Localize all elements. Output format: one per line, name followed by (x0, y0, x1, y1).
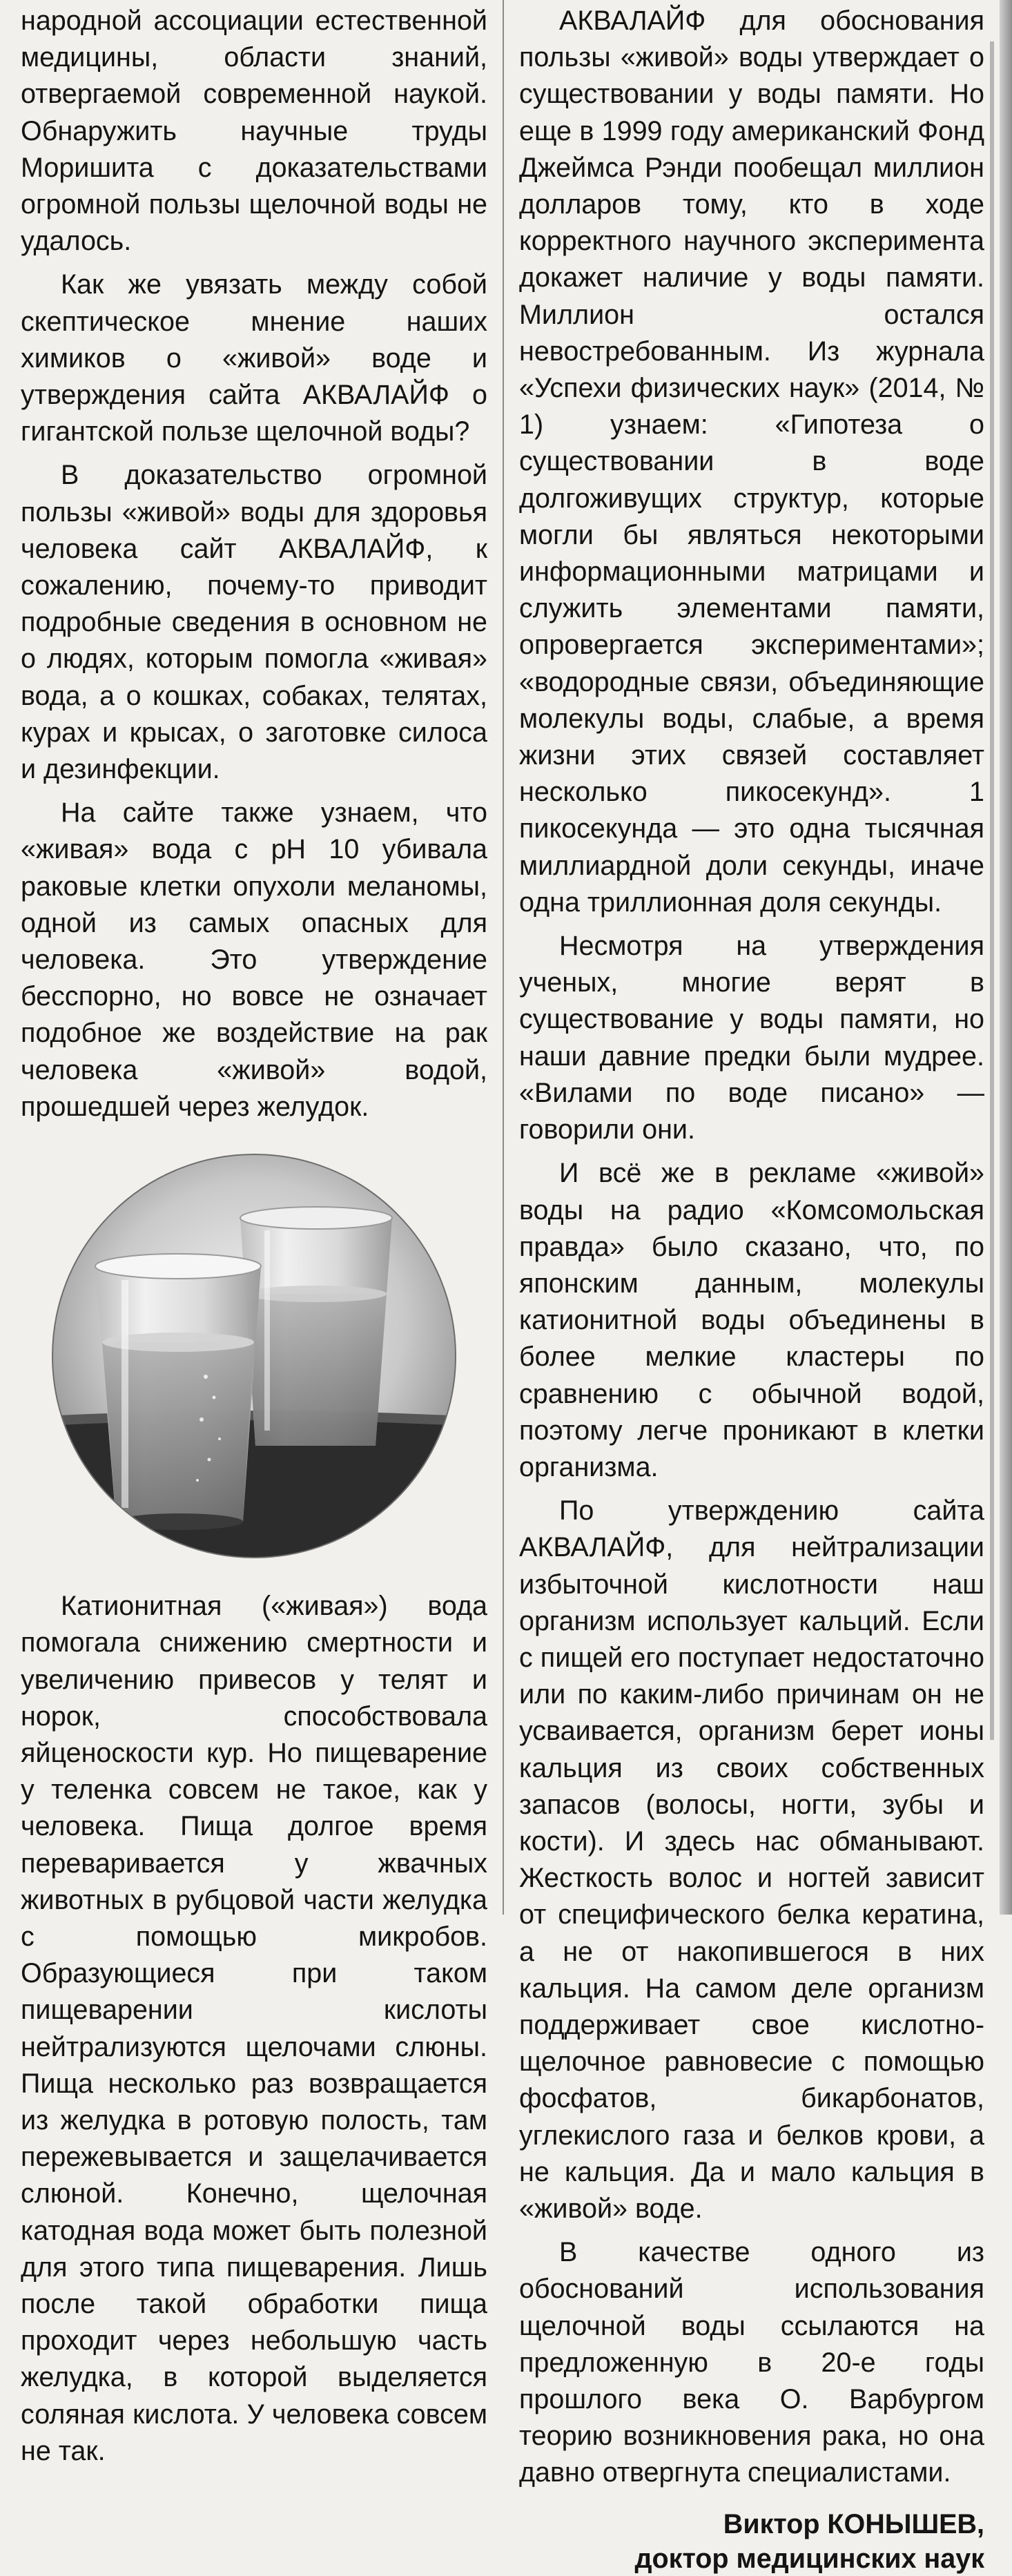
right-paragraph-1: АКВАЛАЙФ для обоснования пользы «живой» воды утверждает о существовании у воды памяти. Но еще в 1999 году американский Фонд Джеймса Рэнди пообещал миллион долларов тому, кто в ходе корректного научного эксперимента докажет наличие у воды памяти. Миллион остался невостребованным. Из журнала «Успехи физических наук» (2014, № 1) узнаем: «Гипотеза о существовании в воде долгоживущих структур, которые могли бы являться некоторыми информационными матрицами и служить элементами памяти, опровергается экспериментами»; «водородные связи, объединяющие молекулы воды, слабые, а время жизни этих связей составляет несколько пикосекунд». 1 пикосекунда — это одна тысячная миллиардной доли секунды, иначе одна триллионная доля секунды. (519, 6, 984, 918)
author-signature (519, 2507, 984, 2576)
left-paragraph-3: В доказательство огромной пользы «живой» воды для здоровья человека сайт АКВАЛАЙФ, к сожалению, почему-то приводит подробные сведения в основном не о людях, которым помогла «живая» вода, а о кошках, собаках, телятах, курах и крысах, о заготовке силоса и дезинфекции. (21, 460, 487, 785)
right-paragraph-3: И всё же в рекламе «живой» воды на радио «Комсомольская правда» было сказано, что, по японским данным, молекулы катионитной воды объединены в более мелкие кластеры по сравнению с обычной водой, поэтому легче проникают в клетки организма. (519, 1158, 984, 1482)
page-edge-bar (990, 41, 994, 1740)
glasses-icon (33, 1149, 475, 1563)
right-paragraph-2: Несмотря на утверждения ученых, многие верят в существование у воды памяти, но наши давние предки были мудрее. «Вилами по воде писано» — говорили они. (519, 931, 984, 1145)
right-paragraph-4: По утверждению сайта АКВАЛАЙФ, для нейтрализации избыточной кислотности наш организм использует кальций. Если с пищей его поступает недостаточно или по каким-либо причинам он не усваивается, организм берет ионы кальция из своих собственных запасов (волосы, ногти, зубы и кости). И здесь нас обманывают. Жесткость волос и ногтей зависит от специфического белка кератина, а не от накопившегося в них кальция. На самом деле организм поддерживает свое кислотно-щелочное равновесие с помощью фосфатов, бикарбонатов, углекислого газа и белков крови, а не кальция. Да и мало кальция в «живой» воде. (519, 1495, 984, 2224)
right-paragraph-5: В качестве одного из обоснований использования щелочной воды ссылаются на предложенную в 20-е годы прошлого века О. Варбургом теорию возникновения рака, но она давно отвергнута специалистами. (519, 2237, 984, 2488)
column-divider (503, 0, 504, 1915)
water-glasses-illustration (33, 1149, 475, 1563)
left-paragraph-2: Как же увязать между собой скептическое мнение наших химиков о «живой» воде и утверждения сайта АКВАЛАЙФ о гигантской пользе щелочной воды? (21, 269, 487, 447)
right-column (519, 3, 984, 2574)
left-paragraph-5: Катионитная («живая») вода помогала снижению смертности и увеличению привесов у телят и норок, способствовала яйценоскости кур. Но пищеварение у теленка совсем не такое, как у человека. Пища долгое время переваривается у жвачных животных в рубцовой части желудка с помощью микробов. Образующиеся при таком пищеварении кислоты нейтрализуются щелочами слюны. Пища несколько раз возвращается из желудка в ротовую полость, там пережевывается и защелачивается слюной. Конечно, щелочная катодная вода может быть полезной для этого типа пищеварения. Лишь после такой обработки пища проходит через небольшую часть желудка, в которой выделяется соляная кислота. У человека совсем не так. (21, 1591, 487, 2466)
left-paragraph-4: На сайте также узнаем, что «живая» вода с pH 10 убивала раковые клетки опухоли меланомы, одной из самых опасных для человека. Это утверждение бесспорно, но вовсе не означает подобное же воздействие на рак человека «живой» водой, прошедшей через желудок. (21, 797, 487, 1122)
page-edge-shadow (1000, 0, 1012, 1915)
left-column (21, 3, 487, 2466)
author-name: Виктор КОНЫШЕВ, (723, 2508, 984, 2539)
left-paragraph-1: народной ассоциации естественной медицины, области знаний, отвергаемой современной наукой. Обнаружить научные труды Моришита с доказательствами огромной пользы щелочной воды не удалось. (21, 6, 487, 257)
author-title: доктор медицинских наук (634, 2543, 984, 2574)
